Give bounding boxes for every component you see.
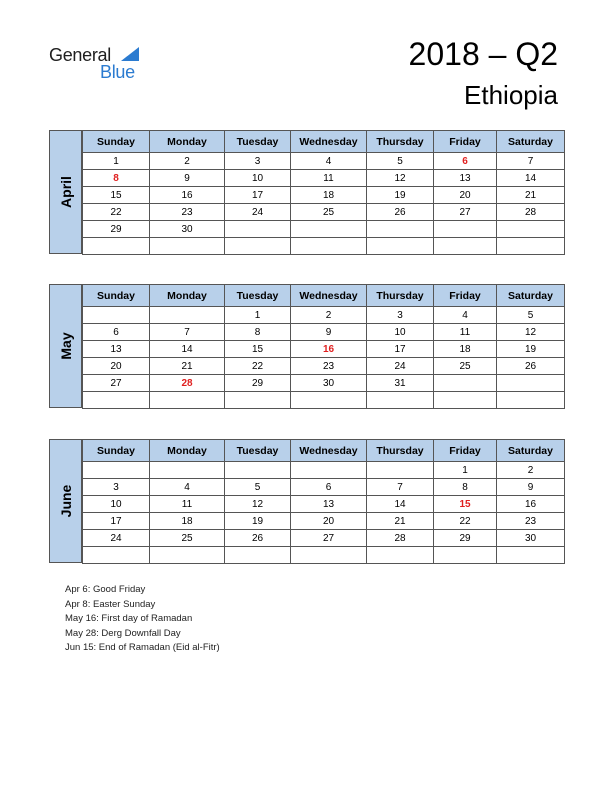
day-cell: 16	[497, 496, 565, 513]
empty-day-cell	[225, 392, 291, 409]
day-cell: 19	[367, 187, 434, 204]
day-cell: 7	[150, 324, 225, 341]
day-cell: 3	[367, 307, 434, 324]
week-row	[83, 547, 565, 564]
day-cell: 11	[434, 324, 497, 341]
page-title: 2018 – Q2	[408, 36, 558, 72]
week-row	[83, 221, 565, 238]
day-cell: 10	[83, 496, 150, 513]
logo	[49, 44, 149, 84]
weekday-header: Friday	[434, 440, 497, 462]
day-cell: 27	[434, 204, 497, 221]
empty-day-cell	[434, 375, 497, 392]
calendar-grid	[82, 130, 565, 255]
month-calendar-april	[49, 130, 564, 254]
week-row	[83, 324, 565, 341]
weekday-header: Tuesday	[225, 285, 291, 307]
day-cell: 23	[150, 204, 225, 221]
day-cell: 10	[225, 170, 291, 187]
empty-day-cell	[434, 221, 497, 238]
empty-day-cell	[150, 307, 225, 324]
day-cell: 16	[291, 341, 367, 358]
empty-day-cell	[291, 547, 367, 564]
day-cell: 17	[83, 513, 150, 530]
day-cell: 9	[497, 479, 565, 496]
empty-day-cell	[497, 392, 565, 409]
empty-day-cell	[83, 238, 150, 255]
weekday-header: Sunday	[83, 131, 150, 153]
day-cell: 14	[150, 341, 225, 358]
weekday-header: Monday	[150, 440, 225, 462]
day-cell: 18	[291, 187, 367, 204]
holiday-notes	[65, 583, 220, 656]
empty-day-cell	[434, 392, 497, 409]
day-cell: 25	[434, 358, 497, 375]
day-cell: 12	[497, 324, 565, 341]
day-cell: 12	[225, 496, 291, 513]
empty-day-cell	[225, 462, 291, 479]
week-row	[83, 479, 565, 496]
weekday-header: Wednesday	[291, 285, 367, 307]
day-cell: 17	[225, 187, 291, 204]
day-cell: 26	[225, 530, 291, 547]
empty-day-cell	[150, 238, 225, 255]
day-cell: 15	[225, 341, 291, 358]
empty-day-cell	[497, 221, 565, 238]
day-cell: 30	[497, 530, 565, 547]
weekday-header-row	[83, 285, 565, 307]
day-cell: 28	[367, 530, 434, 547]
day-cell: 21	[150, 358, 225, 375]
logo-triangle-icon	[121, 47, 139, 61]
day-cell: 2	[497, 462, 565, 479]
week-row	[83, 204, 565, 221]
day-cell: 24	[225, 204, 291, 221]
day-cell: 24	[367, 358, 434, 375]
day-cell: 20	[434, 187, 497, 204]
weekday-header: Wednesday	[291, 440, 367, 462]
day-cell: 16	[150, 187, 225, 204]
day-cell: 18	[434, 341, 497, 358]
empty-day-cell	[291, 221, 367, 238]
weekday-header: Thursday	[367, 285, 434, 307]
day-cell: 10	[367, 324, 434, 341]
day-cell: 8	[83, 170, 150, 187]
weekday-header: Friday	[434, 285, 497, 307]
day-cell: 8	[434, 479, 497, 496]
empty-day-cell	[150, 392, 225, 409]
empty-day-cell	[83, 462, 150, 479]
day-cell: 13	[291, 496, 367, 513]
day-cell: 6	[434, 153, 497, 170]
weekday-header: Tuesday	[225, 440, 291, 462]
weekday-header: Saturday	[497, 131, 565, 153]
empty-day-cell	[367, 392, 434, 409]
week-row	[83, 307, 565, 324]
holiday-note: Apr 8: Easter Sunday	[65, 598, 156, 610]
empty-day-cell	[291, 238, 367, 255]
week-row	[83, 187, 565, 204]
month-name: April	[57, 176, 74, 208]
day-cell: 29	[434, 530, 497, 547]
day-cell: 22	[434, 513, 497, 530]
weekday-header: Saturday	[497, 285, 565, 307]
week-row	[83, 462, 565, 479]
week-row	[83, 375, 565, 392]
day-cell: 25	[291, 204, 367, 221]
month-calendar-may	[49, 284, 564, 408]
week-row	[83, 530, 565, 547]
day-cell: 6	[83, 324, 150, 341]
weekday-header: Thursday	[367, 131, 434, 153]
month-calendar-june	[49, 439, 564, 563]
day-cell: 7	[497, 153, 565, 170]
day-cell: 20	[291, 513, 367, 530]
logo-general-text: General	[49, 45, 111, 65]
day-cell: 1	[434, 462, 497, 479]
empty-day-cell	[367, 547, 434, 564]
day-cell: 19	[225, 513, 291, 530]
day-cell: 13	[434, 170, 497, 187]
day-cell: 26	[497, 358, 565, 375]
empty-day-cell	[291, 462, 367, 479]
day-cell: 26	[367, 204, 434, 221]
day-cell: 28	[497, 204, 565, 221]
day-cell: 22	[225, 358, 291, 375]
day-cell: 25	[150, 530, 225, 547]
day-cell: 17	[367, 341, 434, 358]
day-cell: 12	[367, 170, 434, 187]
day-cell: 23	[497, 513, 565, 530]
week-row	[83, 358, 565, 375]
weekday-header-row	[83, 440, 565, 462]
empty-day-cell	[83, 392, 150, 409]
day-cell: 5	[367, 153, 434, 170]
month-name: June	[57, 484, 74, 518]
country-name: Ethiopia	[464, 80, 558, 110]
day-cell: 23	[291, 358, 367, 375]
day-cell: 15	[83, 187, 150, 204]
day-cell: 2	[291, 307, 367, 324]
weekday-header: Wednesday	[291, 131, 367, 153]
weekday-header: Monday	[150, 285, 225, 307]
day-cell: 11	[150, 496, 225, 513]
day-cell: 5	[497, 307, 565, 324]
empty-day-cell	[225, 238, 291, 255]
day-cell: 1	[83, 153, 150, 170]
empty-day-cell	[367, 221, 434, 238]
day-cell: 13	[83, 341, 150, 358]
day-cell: 15	[434, 496, 497, 513]
calendar-grid	[82, 284, 565, 409]
day-cell: 4	[150, 479, 225, 496]
day-cell: 27	[83, 375, 150, 392]
empty-day-cell	[367, 462, 434, 479]
day-cell: 4	[434, 307, 497, 324]
empty-day-cell	[83, 547, 150, 564]
month-side-label	[49, 130, 82, 254]
empty-day-cell	[434, 238, 497, 255]
week-row	[83, 238, 565, 255]
day-cell: 28	[150, 375, 225, 392]
week-row	[83, 496, 565, 513]
holiday-note: May 16: First day of Ramadan	[65, 613, 193, 625]
day-cell: 27	[291, 530, 367, 547]
weekday-header: Tuesday	[225, 131, 291, 153]
day-cell: 14	[367, 496, 434, 513]
weekday-header: Sunday	[83, 285, 150, 307]
week-row	[83, 170, 565, 187]
holiday-note: Apr 6: Good Friday	[65, 584, 146, 595]
weekday-header: Friday	[434, 131, 497, 153]
empty-day-cell	[225, 221, 291, 238]
weekday-header: Sunday	[83, 440, 150, 462]
weekday-header: Thursday	[367, 440, 434, 462]
day-cell: 2	[150, 153, 225, 170]
empty-day-cell	[291, 392, 367, 409]
day-cell: 30	[150, 221, 225, 238]
day-cell: 9	[150, 170, 225, 187]
day-cell: 29	[83, 221, 150, 238]
day-cell: 20	[83, 358, 150, 375]
day-cell: 3	[225, 153, 291, 170]
day-cell: 3	[83, 479, 150, 496]
holiday-note: Jun 15: End of Ramadan (Eid al-Fitr)	[65, 642, 220, 654]
day-cell: 8	[225, 324, 291, 341]
day-cell: 30	[291, 375, 367, 392]
month-side-label	[49, 284, 82, 408]
weekday-header: Saturday	[497, 440, 565, 462]
weekday-header-row	[83, 131, 565, 153]
empty-day-cell	[83, 307, 150, 324]
logo-blue-text: Blue	[100, 62, 135, 82]
week-row	[83, 513, 565, 530]
day-cell: 18	[150, 513, 225, 530]
day-cell: 24	[83, 530, 150, 547]
week-row	[83, 341, 565, 358]
day-cell: 21	[497, 187, 565, 204]
day-cell: 22	[83, 204, 150, 221]
week-row	[83, 392, 565, 409]
day-cell: 1	[225, 307, 291, 324]
empty-day-cell	[367, 238, 434, 255]
empty-day-cell	[434, 547, 497, 564]
empty-day-cell	[497, 238, 565, 255]
empty-day-cell	[497, 375, 565, 392]
weekday-header: Monday	[150, 131, 225, 153]
month-name: May	[57, 332, 74, 360]
day-cell: 9	[291, 324, 367, 341]
week-row	[83, 153, 565, 170]
day-cell: 6	[291, 479, 367, 496]
day-cell: 21	[367, 513, 434, 530]
day-cell: 29	[225, 375, 291, 392]
holiday-note: May 28: Derg Downfall Day	[65, 627, 181, 639]
day-cell: 11	[291, 170, 367, 187]
empty-day-cell	[497, 547, 565, 564]
empty-day-cell	[225, 547, 291, 564]
month-side-label	[49, 439, 82, 563]
day-cell: 14	[497, 170, 565, 187]
day-cell: 19	[497, 341, 565, 358]
day-cell: 5	[225, 479, 291, 496]
empty-day-cell	[150, 462, 225, 479]
empty-day-cell	[150, 547, 225, 564]
day-cell: 7	[367, 479, 434, 496]
day-cell: 31	[367, 375, 434, 392]
day-cell: 4	[291, 153, 367, 170]
calendar-grid	[82, 439, 565, 564]
